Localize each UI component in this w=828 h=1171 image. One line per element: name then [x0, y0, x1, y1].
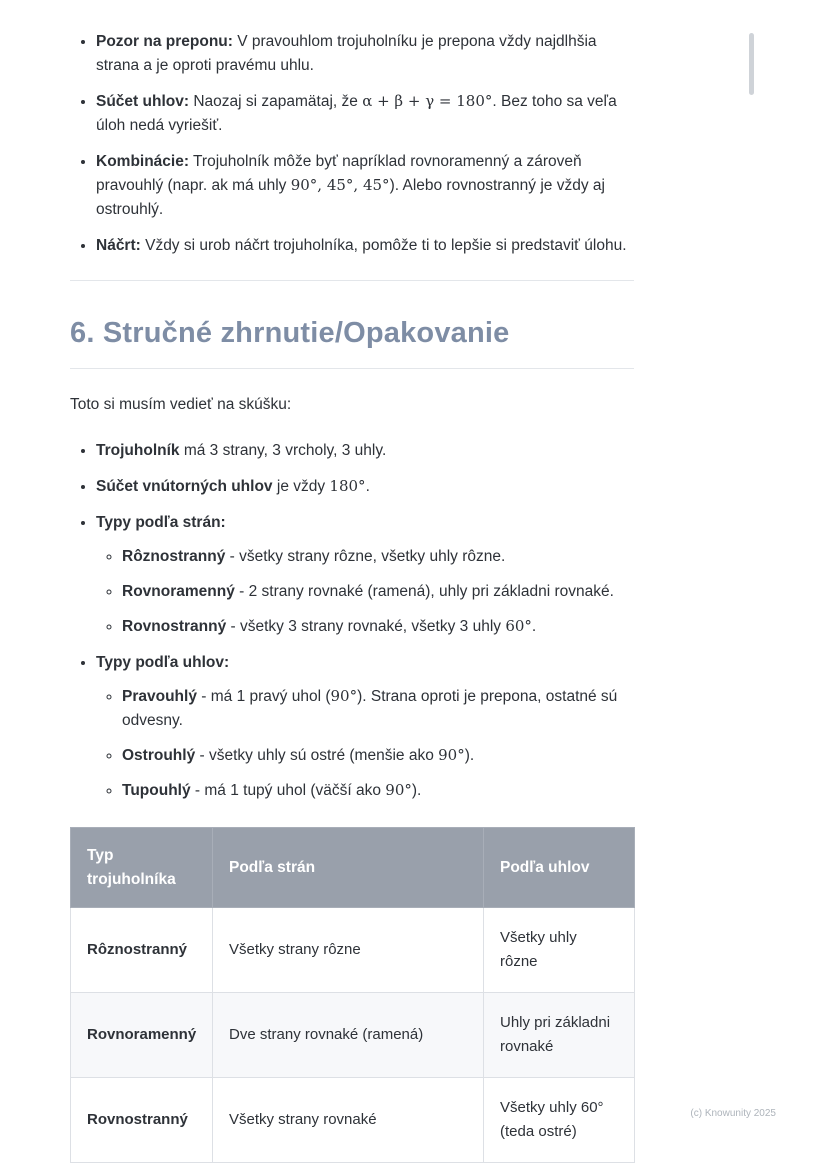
notes-list	[70, 30, 634, 258]
table-row	[71, 1077, 635, 1162]
term-label: Typy podľa strán:	[96, 514, 226, 532]
item-text: ).	[411, 782, 422, 800]
math-formula: 90°, 45°, 45°	[290, 176, 390, 195]
triangle-types-table	[70, 827, 635, 1163]
term-label: Typy podľa uhlov:	[96, 654, 230, 672]
item-text: Trojuholník môže byť napríklad rovnoramenný a zároveň pravouhlý (napr. ak má uhly	[96, 153, 582, 195]
table-cell: Uhly pri základni rovnaké	[484, 992, 635, 1077]
table-cell: Rovnoramenný	[71, 992, 213, 1077]
term-label: Ostrouhlý	[122, 747, 196, 765]
item-text: - všetky strany rôzne, všetky uhly rôzne.	[225, 548, 506, 566]
term-label: Rôznostranný	[122, 548, 226, 566]
section-heading: 6. Stručné zhrnutie/Opakovanie	[70, 311, 634, 369]
item-text: ). Strana oproti je prepona, ostatné sú odvesny.	[122, 688, 618, 730]
math-formula: 90°	[438, 746, 465, 765]
math-formula: α + β + γ = 180°	[362, 92, 493, 111]
sub-list-sides	[96, 545, 634, 639]
term-label: Kombinácie:	[96, 153, 190, 171]
section-intro: Toto si musím vedieť na skúšku:	[70, 396, 292, 414]
term-label: Súčet vnútorných uhlov	[96, 478, 273, 496]
document-content	[70, 30, 634, 1163]
term-label: Pozor na preponu:	[96, 33, 233, 50]
table-row	[71, 907, 635, 992]
term-label: Náčrt:	[96, 237, 141, 255]
list-item	[96, 150, 634, 222]
table-header-row	[71, 828, 635, 908]
item-text: je vždy	[272, 478, 330, 496]
list-item	[122, 779, 634, 803]
list-item	[122, 580, 634, 604]
table-cell: Všetky strany rôzne	[213, 907, 484, 992]
item-text: Vždy si urob náčrt trojuholníka, pomôže ti to lepšie si predstaviť úlohu.	[140, 237, 627, 255]
item-text: - 2 strany rovnaké (ramená), uhly pri základni rovnaké.	[234, 583, 614, 601]
summary-list	[70, 439, 634, 803]
table-row	[71, 992, 635, 1077]
watermark-text: (c) Knowunity 2025	[690, 1108, 776, 1119]
item-text: V pravouhlom trojuholníku je prepona vždy najdlhšia strana a je oproti pravému uhlu.	[96, 33, 597, 75]
list-item	[122, 685, 634, 733]
section-divider	[70, 280, 634, 281]
list-item	[96, 511, 634, 639]
term-label: Súčet uhlov:	[96, 93, 190, 111]
scrollbar-thumb[interactable]	[749, 33, 754, 95]
math-formula: 60°	[505, 617, 532, 636]
item-text: .	[531, 618, 537, 636]
item-text: .	[365, 478, 370, 496]
table-cell: Rovnostranný	[71, 1077, 213, 1162]
table-cell: Dve strany rovnaké (ramená)	[213, 992, 484, 1077]
column-header: Podľa strán	[213, 828, 484, 908]
term-label: Rovnostranný	[122, 618, 227, 636]
term-label: Rovnoramenný	[122, 583, 235, 601]
table-cell: Všetky strany rovnaké	[213, 1077, 484, 1162]
list-item	[122, 744, 634, 768]
list-item	[96, 234, 634, 258]
item-text: ).	[464, 747, 475, 765]
list-item	[122, 545, 634, 569]
item-text: . Bez toho sa veľa úloh nedá vyriešiť.	[96, 93, 617, 135]
sub-list-angles	[96, 685, 634, 803]
list-item	[96, 475, 634, 499]
list-item	[122, 615, 634, 639]
item-text: Naozaj si zapamätaj, že	[189, 93, 363, 111]
term-label: Tupouhlý	[122, 782, 191, 800]
list-item	[96, 90, 634, 138]
item-text: - má 1 pravý uhol (	[196, 688, 331, 706]
table-cell: Rôznostranný	[71, 907, 213, 992]
table-cell: Všetky uhly rôzne	[484, 907, 635, 992]
math-formula: 90°	[385, 781, 412, 800]
item-text: - všetky 3 strany rovnaké, všetky 3 uhly	[226, 618, 506, 636]
term-label: Trojuholník	[96, 442, 180, 460]
term-label: Pravouhlý	[122, 688, 197, 706]
list-item	[96, 651, 634, 803]
list-item	[96, 30, 634, 78]
column-header: Podľa uhlov	[484, 828, 635, 908]
list-item	[96, 439, 634, 463]
math-formula: 90°	[330, 687, 358, 706]
column-header: Typ trojuholníka	[71, 828, 213, 908]
item-text: má 3 strany, 3 vrcholy, 3 uhly.	[179, 442, 387, 460]
item-text: ). Alebo rovnostranný je vždy aj ostrouhlý.	[96, 177, 605, 219]
item-text: - všetky uhly sú ostré (menšie ako	[195, 747, 439, 765]
item-text: - má 1 tupý uhol (väčší ako	[190, 782, 386, 800]
table-cell: Všetky uhly 60° (teda ostré)	[484, 1077, 635, 1162]
math-formula: 180°	[329, 477, 366, 496]
